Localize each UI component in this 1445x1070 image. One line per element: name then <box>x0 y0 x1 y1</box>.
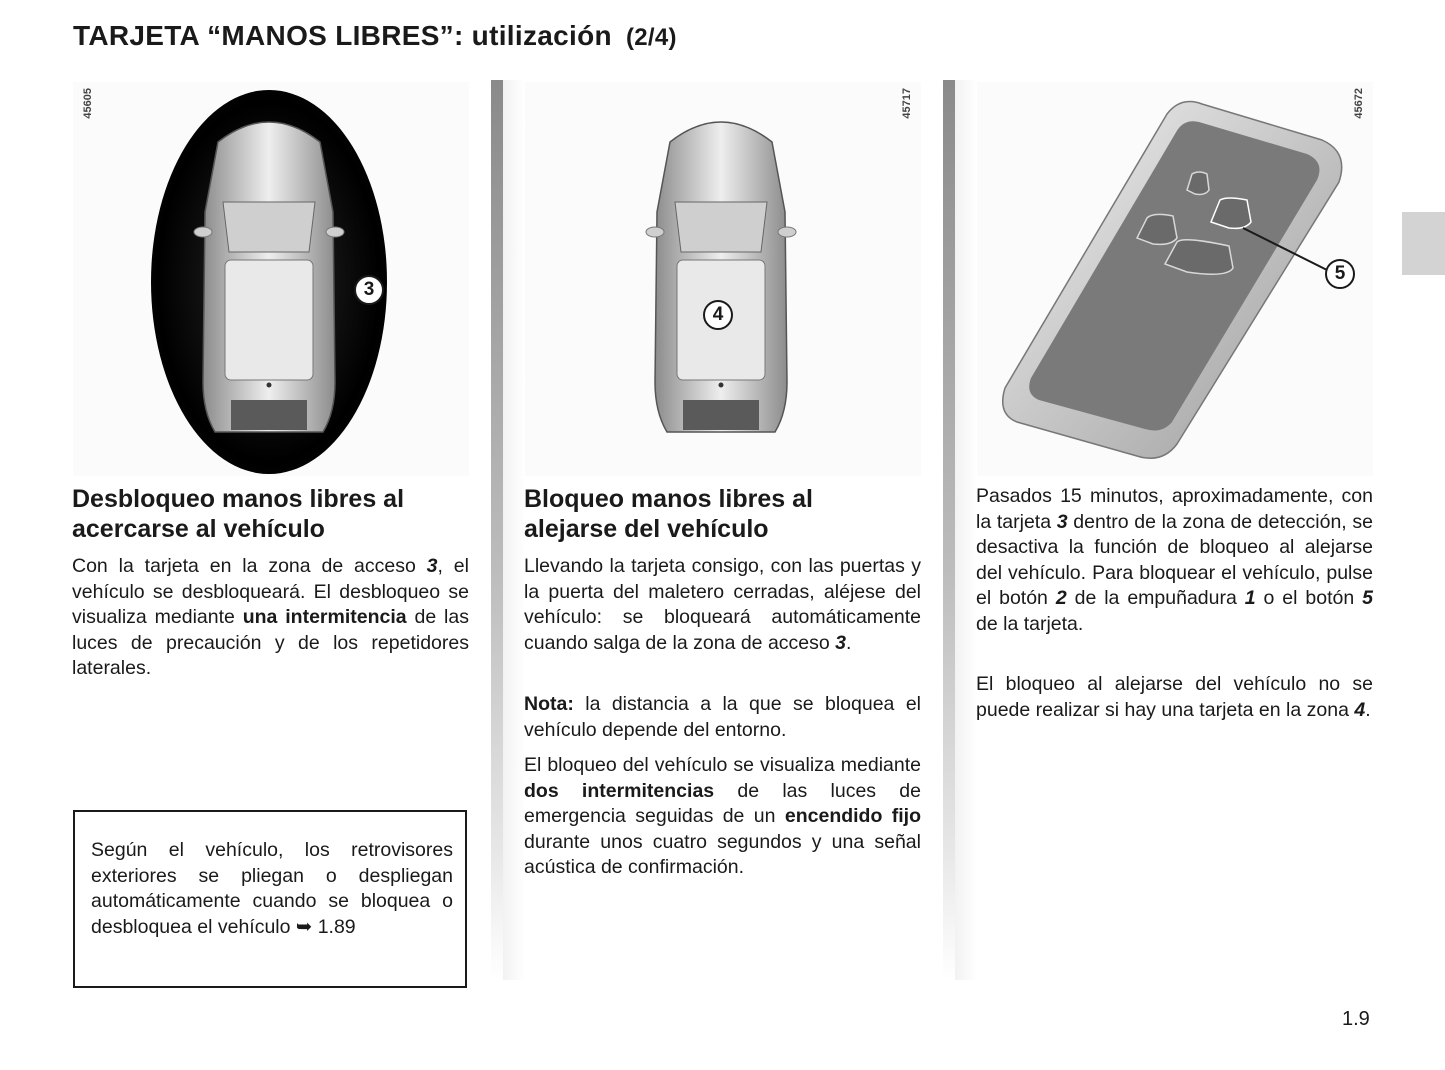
text-run: dentro de la zona de detección, se desactiva la función de bloqueo al alejarse del vehículo. Para bloquear el vehículo, pulse el botón <box>976 510 1374 609</box>
text-run: Pasados 15 minutos, aproximadamente, con la tarjeta <box>976 485 1373 533</box>
cross-reference-link[interactable]: 1.89 <box>317 915 356 938</box>
emphasis: encendido fijo <box>784 805 922 827</box>
keycard-illustration <box>977 82 1373 476</box>
figure-number: 45672 <box>1353 88 1365 119</box>
text-run: . <box>846 631 852 654</box>
ref-number: 3 <box>835 631 847 654</box>
text-run: de las luces de precaución y de los repetidores laterales. <box>72 606 469 679</box>
text-run: de la empuñadura <box>1066 587 1245 609</box>
note-label: Nota: <box>524 693 574 715</box>
text-run: Con la tarjeta en la zona de acceso <box>72 555 427 577</box>
mirror-left <box>646 227 664 237</box>
ref-number: 4 <box>1354 698 1366 721</box>
figure-number: 45717 <box>901 88 913 119</box>
car-inside-zone-illustration <box>525 82 921 476</box>
ref-number: 2 <box>1055 587 1067 609</box>
text-run: de las luces de emergencia seguidas de un <box>524 779 921 827</box>
handle-marker <box>267 383 272 388</box>
note-box <box>73 810 467 988</box>
mirror-right <box>778 227 796 237</box>
column-shade <box>955 80 977 980</box>
text-run: o el botón <box>1255 587 1363 609</box>
page-title <box>73 20 677 52</box>
heading-line: Bloqueo manos libres al <box>524 485 813 513</box>
lock-signal-paragraph <box>524 753 921 881</box>
column-divider <box>491 80 503 980</box>
figure-car-inside-zone <box>525 82 921 476</box>
lock-paragraph <box>524 554 921 656</box>
text-run: de la tarjeta. <box>976 612 1084 635</box>
figure-number: 45605 <box>82 88 94 119</box>
page-number: 1.9 <box>1342 1008 1370 1030</box>
text-run: durante unos cuatro segundos y una señal acústica de confirmación. <box>524 830 921 878</box>
note-paragraph <box>524 692 921 743</box>
emphasis: dos intermitencias <box>524 779 715 802</box>
ref-number: 1 <box>1244 587 1256 609</box>
windshield <box>223 202 315 252</box>
section-heading-unlock <box>72 484 468 544</box>
rear-window <box>231 400 307 430</box>
figure-keycard <box>977 82 1373 476</box>
page-subtitle: (2/4) <box>625 24 677 51</box>
callout-3: 3 <box>354 275 384 305</box>
chapter-tab <box>1402 212 1445 275</box>
text-run: , el vehículo se desbloqueará. El desbloqueo se visualiza mediante <box>72 555 469 628</box>
mirror-left <box>194 227 212 237</box>
column-divider <box>943 80 955 980</box>
unlock-paragraph <box>72 554 469 682</box>
handle-marker <box>719 383 724 388</box>
car-access-zone-illustration <box>73 82 469 476</box>
ref-number: 3 <box>426 555 438 577</box>
text-run: El bloqueo al alejarse del vehículo no se puede realizar si hay una tarjeta en la zona <box>976 673 1373 721</box>
note-text <box>91 838 453 940</box>
text-run: la distancia a la que se bloquea el vehículo depende del entorno. <box>524 693 921 741</box>
column-shade <box>503 80 525 980</box>
text-run: El bloqueo del vehículo se visualiza mediante <box>524 754 921 776</box>
emphasis: una intermitencia <box>242 606 407 628</box>
zone-restriction-paragraph <box>976 672 1373 723</box>
callout-4: 4 <box>703 300 733 330</box>
mirror-right <box>326 227 344 237</box>
heading-line: acercarse al vehículo <box>72 515 325 543</box>
text-run: . <box>1365 698 1371 721</box>
timeout-paragraph <box>976 484 1373 637</box>
windshield <box>675 202 767 252</box>
car-roof <box>225 260 313 380</box>
callout-5: 5 <box>1325 259 1355 289</box>
text-run: Llevando la tarjeta consigo, con las puertas y la puerta del maletero cerradas, aléjese del vehículo: se bloqueará automáticamente cuando salga de la zona de acceso <box>524 555 921 654</box>
rear-window <box>683 400 759 430</box>
text-run: Según el vehículo, los retrovisores exteriores se pliegan o despliegan automáticamente cuando se bloquea o desbloquea el vehículo <box>91 839 453 938</box>
cross-reference-arrow-icon: ➥ <box>295 915 313 938</box>
ref-number: 3 <box>1056 510 1068 533</box>
section-heading-lock <box>524 484 920 544</box>
heading-line: alejarse del vehículo <box>524 515 769 543</box>
heading-line: Desbloqueo manos libres al <box>72 485 405 513</box>
figure-car-access-zone <box>73 82 469 476</box>
ref-number: 5 <box>1362 587 1373 609</box>
page-title-text: TARJETA “MANOS LIBRES”: utilización <box>73 20 612 51</box>
